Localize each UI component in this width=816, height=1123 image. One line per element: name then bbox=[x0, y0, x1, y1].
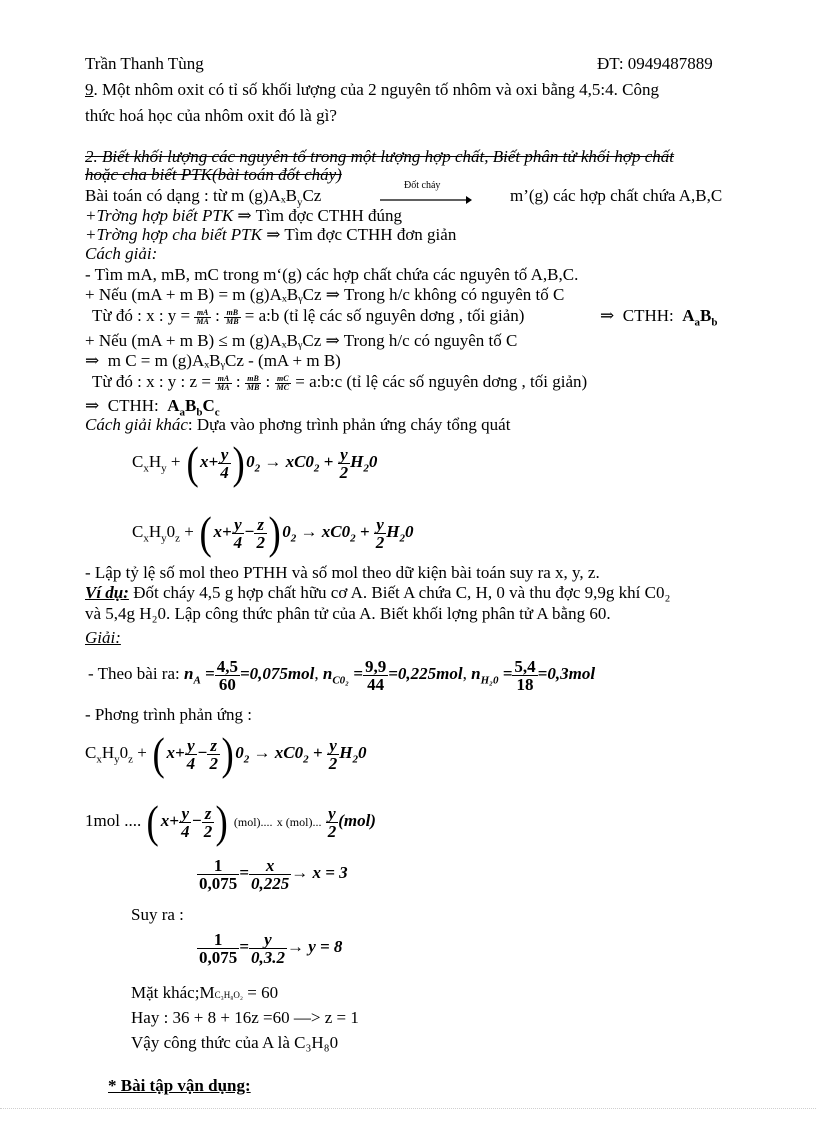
suy-ra: Suy ra : bbox=[131, 905, 184, 924]
section-2-heading-2: hoặc cha biết PTK(bài toán đốt cháy) bbox=[85, 165, 342, 184]
case1-rest: Tìm đợc CTHH đúng bbox=[255, 206, 403, 225]
hay-line: Hay : 36 + 8 + 16z =60 —> z = 1 bbox=[131, 1008, 359, 1027]
mol-units-1: (mol).... bbox=[233, 815, 273, 829]
le-icon: ≤ bbox=[218, 331, 228, 350]
exercise-heading: * Bài tập vận dụng: bbox=[108, 1076, 251, 1095]
implies-icon: ⇒ bbox=[237, 206, 252, 225]
author-name: Trần Thanh Tùng bbox=[85, 54, 204, 73]
fraction-mb: $\frac{mB}{MB}$ bbox=[226, 307, 239, 326]
form-cz: Cz bbox=[302, 186, 322, 205]
fraction-ma: $\frac{mA}{MA}$ bbox=[217, 373, 230, 392]
equation-reaction: $C_xH_y0_z + (x+$ $\frac{y}{4}$ − $\frac{z}{2}$ )$0_2 \to xC0_2$ + $\frac{y}{2}$ $H_20$ bbox=[85, 728, 367, 780]
fraction-mb: $\frac{mB}{MB}$ bbox=[246, 373, 260, 392]
mat-khac bbox=[131, 983, 278, 1005]
cthh2-label: CTHH: bbox=[107, 396, 159, 415]
problem-number: 9 bbox=[85, 80, 94, 99]
cthh1-label: CTHH: bbox=[622, 306, 674, 325]
ratio2-prefix: Từ đó : x : y : z = bbox=[92, 372, 211, 391]
step3-mid: m (g)AₓBᵧCz bbox=[232, 331, 322, 350]
implies-icon: ⇒ bbox=[266, 225, 281, 244]
implies-icon: ⇒ bbox=[85, 351, 100, 370]
solution-label: Giải: bbox=[85, 628, 121, 647]
given-moles: - Theo bài ra: $n_A$ = $\frac{4,5}{60}$ =0,075mol, $n_{C0_2}$ = $\frac{9,9}{44}$ =0,225mol, $n_{H_20}$ = $\frac{5,4}{18}$ =0,3mol bbox=[88, 656, 596, 694]
ratio-note: - Lập tỷ lệ số mol theo PTHH và số mol theo dữ kiện bài toán suy ra x, y, z. bbox=[85, 563, 600, 582]
alt-label: Cách giải khác bbox=[85, 415, 188, 434]
cthh-1 bbox=[600, 306, 718, 332]
page-bottom-dotted-line bbox=[0, 1108, 816, 1109]
step-1: - Tìm mA, mB, mC trong m‘(g) các hợp chất chứa các nguyên tố A,B,C. bbox=[85, 265, 579, 284]
mol-row: 1mol .... (x+ $\frac{y}{4}$ − $\frac{z}{2}$ ) (mol).... x (mol)... $\frac{y}{2}$ (mol) bbox=[85, 796, 376, 848]
case2-rest: Tìm đợc CTHH đơn giản bbox=[284, 225, 457, 244]
ratio1-prefix: Từ đó : x : y = bbox=[92, 306, 191, 325]
step4-text: m C = m (g)AₓBᵧCz - (mA + m B) bbox=[107, 351, 341, 370]
solve-x: $\frac{1}{0,075}$ = $\frac{x}{0,225}$ → x = 3 bbox=[199, 855, 348, 893]
phone-number: ĐT: 0949487889 bbox=[597, 54, 713, 73]
example-text1: Đốt cháy 4,5 g hợp chất hữu cơ A. Biết A chứa C, H, 0 và thu đợc 9,9g khí C0₂ bbox=[128, 583, 671, 602]
mol-units-2: x (mol)... bbox=[276, 815, 322, 829]
alt-method bbox=[85, 415, 510, 435]
mat-khac-sub: C₃H₈O₂ bbox=[214, 990, 243, 1000]
step3-text: + Nếu (mA + m B) bbox=[85, 331, 215, 350]
conclusion: Vậy công thức của A là C₃H₈0 bbox=[131, 1033, 339, 1052]
problem-9-line2: thức hoá học của nhôm oxit đó là gì? bbox=[85, 106, 337, 125]
mat-khac-val: = 60 bbox=[247, 983, 279, 1002]
fraction-mc: $\frac{mC}{MC}$ bbox=[276, 373, 289, 392]
implies-icon: ⇒ bbox=[600, 306, 615, 325]
ratio1-suffix: = a:b (tỉ lệ các số nguyên dơng , tối giản) bbox=[244, 306, 525, 325]
problem-text-1: . Một nhôm oxit có tỉ số khối lượng của 2 nguyên tố nhôm và oxi bằng 4,5:4. Công bbox=[93, 80, 659, 99]
cthh2-formula: $A_aB_bC_c$ bbox=[167, 396, 220, 419]
case1-label: +Trờng hợp biết PTK bbox=[85, 206, 234, 225]
example-line1 bbox=[85, 583, 670, 603]
ratio-2: Từ đó : x : y : z = $\frac{mA}{MA}$ : $\frac{mB}{MB}$ : $\frac{mC}{MC}$ = a:b:c (tỉ lệ các số nguyên dơng , tối giản) bbox=[92, 372, 588, 392]
step3-rest: Trong h/c có nguyên tố C bbox=[343, 331, 518, 350]
solve-y: $\frac{1}{0,075}$ = $\frac{y}{0,3.2}$ → y = 8 bbox=[199, 929, 343, 967]
example-label: Ví dụ: bbox=[85, 583, 129, 602]
step-2 bbox=[85, 285, 564, 305]
form-suffix: m’(g) các hợp chất chứa A,B,C bbox=[510, 186, 723, 205]
pt-label: - Phơng trình phản ứng : bbox=[85, 705, 252, 724]
case-unknown-ptk bbox=[85, 225, 456, 245]
arrow-label: Đốt cháy bbox=[404, 180, 441, 191]
mat-khac-label: Mặt khác;M bbox=[131, 983, 215, 1002]
ratio-1: Từ đó : x : y = $\frac{mA}{MA}$ : $\frac{mB}{MB}$ = a:b (tỉ lệ các số nguyên dơng , tối giản) bbox=[92, 306, 525, 326]
problem-9-line1 bbox=[85, 80, 659, 100]
implies-icon: ⇒ bbox=[325, 331, 340, 350]
fraction-ma: $\frac{mA}{MA}$ bbox=[196, 307, 209, 326]
mol-row-label: 1mol .... bbox=[85, 811, 142, 830]
method-label: Cách giải: bbox=[85, 244, 158, 263]
section-2-heading-1: 2. Biết khối lượng các nguyên tố trong một lượng hợp chất, Biết phân tử khối hợp chất bbox=[85, 147, 674, 166]
case-known-ptk bbox=[85, 206, 402, 226]
form-sub-y: y bbox=[296, 196, 303, 209]
alt-rest: : Dựa vào phơng trình phản ứng cháy tổng quát bbox=[187, 415, 511, 434]
case2-label: +Trờng hợp cha biết PTK bbox=[85, 225, 262, 244]
step-3 bbox=[85, 331, 517, 351]
ratio2-suffix: = a:b:c (tỉ lệ các số nguyên dơng , tối giản) bbox=[295, 372, 588, 391]
burn-arrow bbox=[380, 193, 472, 205]
example-line2: và 5,4g H₂0. Lập công thức phân tử của A. Biết khối lợng phân tử A bằng 60. bbox=[85, 604, 611, 623]
step2-rest: Trong h/c không có nguyên tố C bbox=[343, 285, 565, 304]
equation-cxhyoz: $C_xH_y0_z + (x+$ $\frac{y}{4}$ − $\frac{z}{2}$ )$0_2 \to xC0_2$ + $\frac{y}{2}$ $H_20$ bbox=[132, 507, 414, 559]
step-4 bbox=[85, 351, 341, 371]
implies-icon: ⇒ bbox=[325, 285, 341, 304]
form-prefix: Bài toán có dạng : từ m (g)AₓB bbox=[85, 186, 297, 205]
cthh1-formula: $A_aB_b$ bbox=[682, 306, 718, 329]
equation-cxhy: $C_xH_y + (x+$ $\frac{y}{4}$ )$0_2 \to xC0_2$ + $\frac{y}{2}$ $H_20$ bbox=[132, 437, 378, 489]
step2-text: + Nếu (mA + m B) = m (g)AₓBᵧCz bbox=[85, 285, 322, 304]
theo-bai-ra: - Theo bài ra: bbox=[88, 664, 180, 683]
implies-icon: ⇒ bbox=[85, 396, 100, 415]
